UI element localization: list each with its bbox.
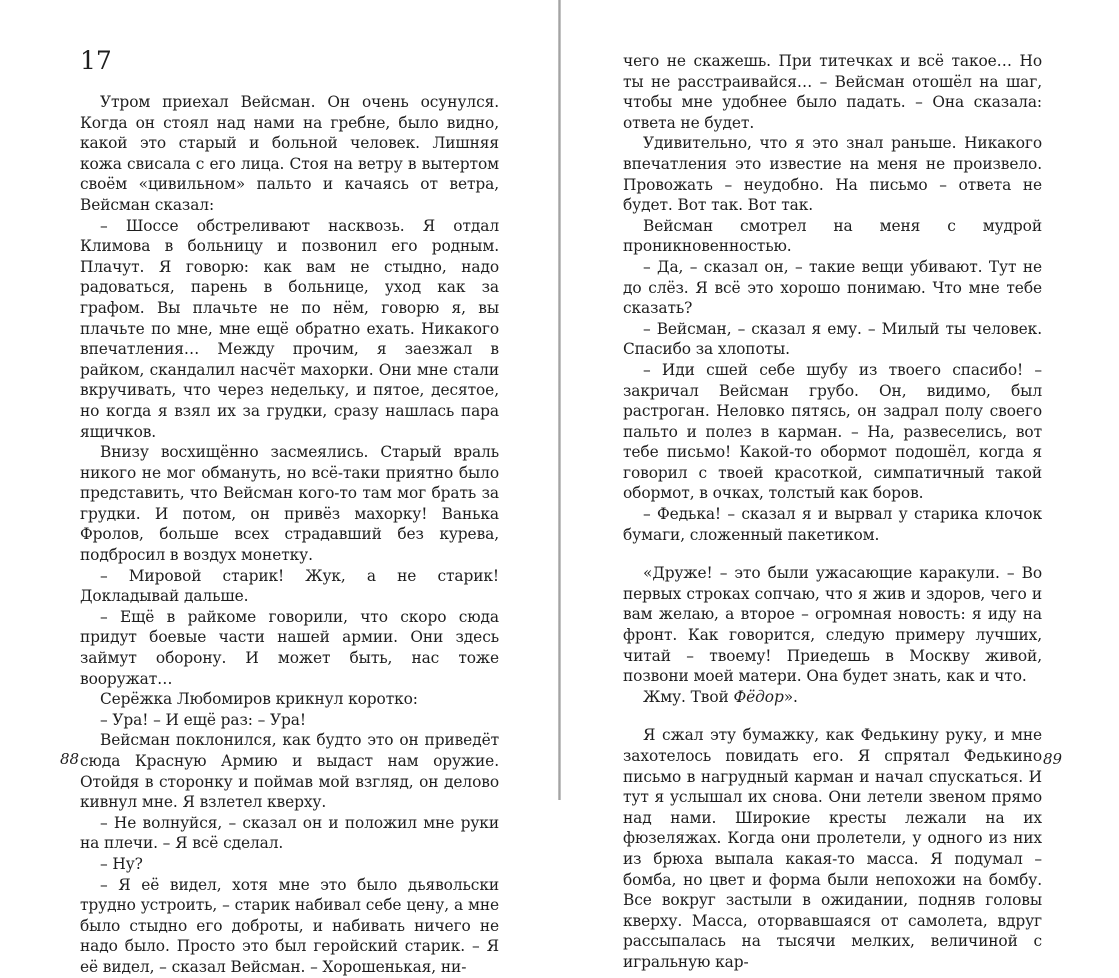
paragraph: Внизу восхищённо засмеялись. Старый враль никого не мог обмануть, но всё-таки приятно было представить, что Вейсман кого-то там мог брать за грудки. И потом, он привёз махорку! Ванька Фролов, больше всех страдавший без курева, подбросил в воздух монетку. <box>80 443 499 565</box>
paragraph: Я сжал эту бумажку, как Федькину руку, и мне захотелось повидать его. Я спрятал Федькино письмо в нагрудный карман и начал спускаться. И тут я услышал их снова. Они летели звеном прямо над нами. Широкие кресты лежали на их фюзеляжах. Когда они пролетели, у одного из них из брюха выпала какая-то масса. Я подумал – бомба, но цвет и форма были непохожи на бомбу. Все вокруг застыли в ожидании, подняв головы кверху. Масса, оторвавшаяся от самолета, вдруг рассыпалась на тысячи мелких, величиной с игральную кар- <box>623 726 1042 971</box>
paragraph: – Шоссе обстреливают насквозь. Я отдал Климова в больницу и позвонил его родным. Плачут. Я говорю: как вам не стыдно, надо радоваться, парень в больнице, уход как за графом. Вы плачьте не по нём, говорю я, вы плачьте по мне, мне ещё обратно ехать. Никакого впечатления… Между прочим, я заезжал в райком, скандалил насчёт махорки. Они мне стали вкручивать, что через недельку, и пятое, десятое, но когда я взял их за грудки, сразу нашлась пара ящичков. <box>80 216 499 441</box>
left-page-text <box>80 92 499 978</box>
right-page-text <box>623 51 1042 973</box>
left-page <box>0 0 558 976</box>
paragraph: – Иди сшей себе шубу из твоего спасибо! – закричал Вейсман грубо. Он, видимо, был растроган. Неловко пятясь, он задрал полу своего пальто и полез в карман. – На, развеселись, вот тебе письмо! Какой-то обормот подошёл, когда я говорил с твоей красоткой, симпатичный такой обормот, в очках, толстый как боров. <box>623 360 1042 503</box>
paragraph: чего не скажешь. При титечках и всё такое… Но ты не расстраивайся… – Вейсман отошёл на шаг, чтобы мне удобнее было падать. – Она сказала: ответа не будет. <box>623 52 1042 132</box>
page-number: 89 <box>1043 750 1063 768</box>
letter-signature: Фёдор <box>733 687 784 706</box>
letter-end-quote: ». <box>783 687 798 706</box>
paragraph: – Мировой старик! Жук, а не старик! Докладывай дальше. <box>80 566 499 606</box>
letter-closing <box>623 687 1042 708</box>
paragraph: – Вейсман, – сказал я ему. – Милый ты человек. Спасибо за хлопоты. <box>623 319 1042 359</box>
paragraph: Удивительно, что я это знал раньше. Никакого впечатления это известие на меня не произвело. Провожать – неудобно. На письмо – ответа не будет. Вот так. Вот так. <box>623 134 1042 215</box>
paragraph: – Федька! – сказал я и вырвал у старика клочок бумаги, сложенный пакетиком. <box>623 505 1042 544</box>
paragraph: – Ура! – И ещё раз: – Ура! <box>100 710 306 729</box>
paragraph: Вейсман смотрел на меня с мудрой проникновенностью. <box>623 216 1042 256</box>
paragraph: Серёжка Любомиров крикнул коротко: <box>100 690 418 709</box>
chapter-number: 17 <box>80 46 112 75</box>
right-page <box>561 0 1119 971</box>
letter-body: «Друже! – это были ужасающие каракули. – Во первых строках сопчаю, что я жив и здоров, чего и вам желаю, а второе – огромная новость: я иду на фронт. Как говорится, следую примеру лучших, читай – твоему! Приедешь в Москву живой, позвони моей матери. Она будет знать, как и что. <box>623 564 1042 686</box>
paragraph: Вейсман поклонился, как будто это он приведёт сюда Красную Армию и выдаст нам оружие. Отойдя в сторонку и поймав мой взгляд, он делово кивнул мне. Я взлетел кверху. <box>80 731 499 812</box>
paragraph: – Да, – сказал он, – такие вещи убивают. Тут не до слёз. Я всё это хорошо понимаю. Что мне тебе сказать? <box>623 257 1042 318</box>
letter-closing-text: Жму. Твой <box>643 687 729 706</box>
paragraph: – Я её видел, хотя мне это было дьявольски трудно устроить, – старик набивал себе цену, а мне было стыдно его доброты, и набивать ничего не надо было. Просто это был геройский старик. – Я её видел, – сказал Вейсман. – Хорошенькая, ни- <box>80 875 499 976</box>
paragraph: – Ну? <box>100 854 143 873</box>
page-number: 88 <box>60 750 80 768</box>
paragraph: Утром приехал Вейсман. Он очень осунулся. Когда он стоял над нами на гребне, было видно, какой это старый и больной человек. Лишняя кожа свисала с его лица. Стоя на ветру в вытертом своём «цивильном» пальто и качаясь от ветра, Вейсман сказал: <box>80 93 499 214</box>
paragraph: – Не волнуйся, – сказал он и положил мне руки на плечи. – Я всё сделал. <box>80 813 499 853</box>
paragraph: – Ещё в райкоме говорили, что скоро сюда придут боевые части нашей армии. Они здесь займут оборону. И может быть, нас тоже вооружат… <box>80 607 499 688</box>
